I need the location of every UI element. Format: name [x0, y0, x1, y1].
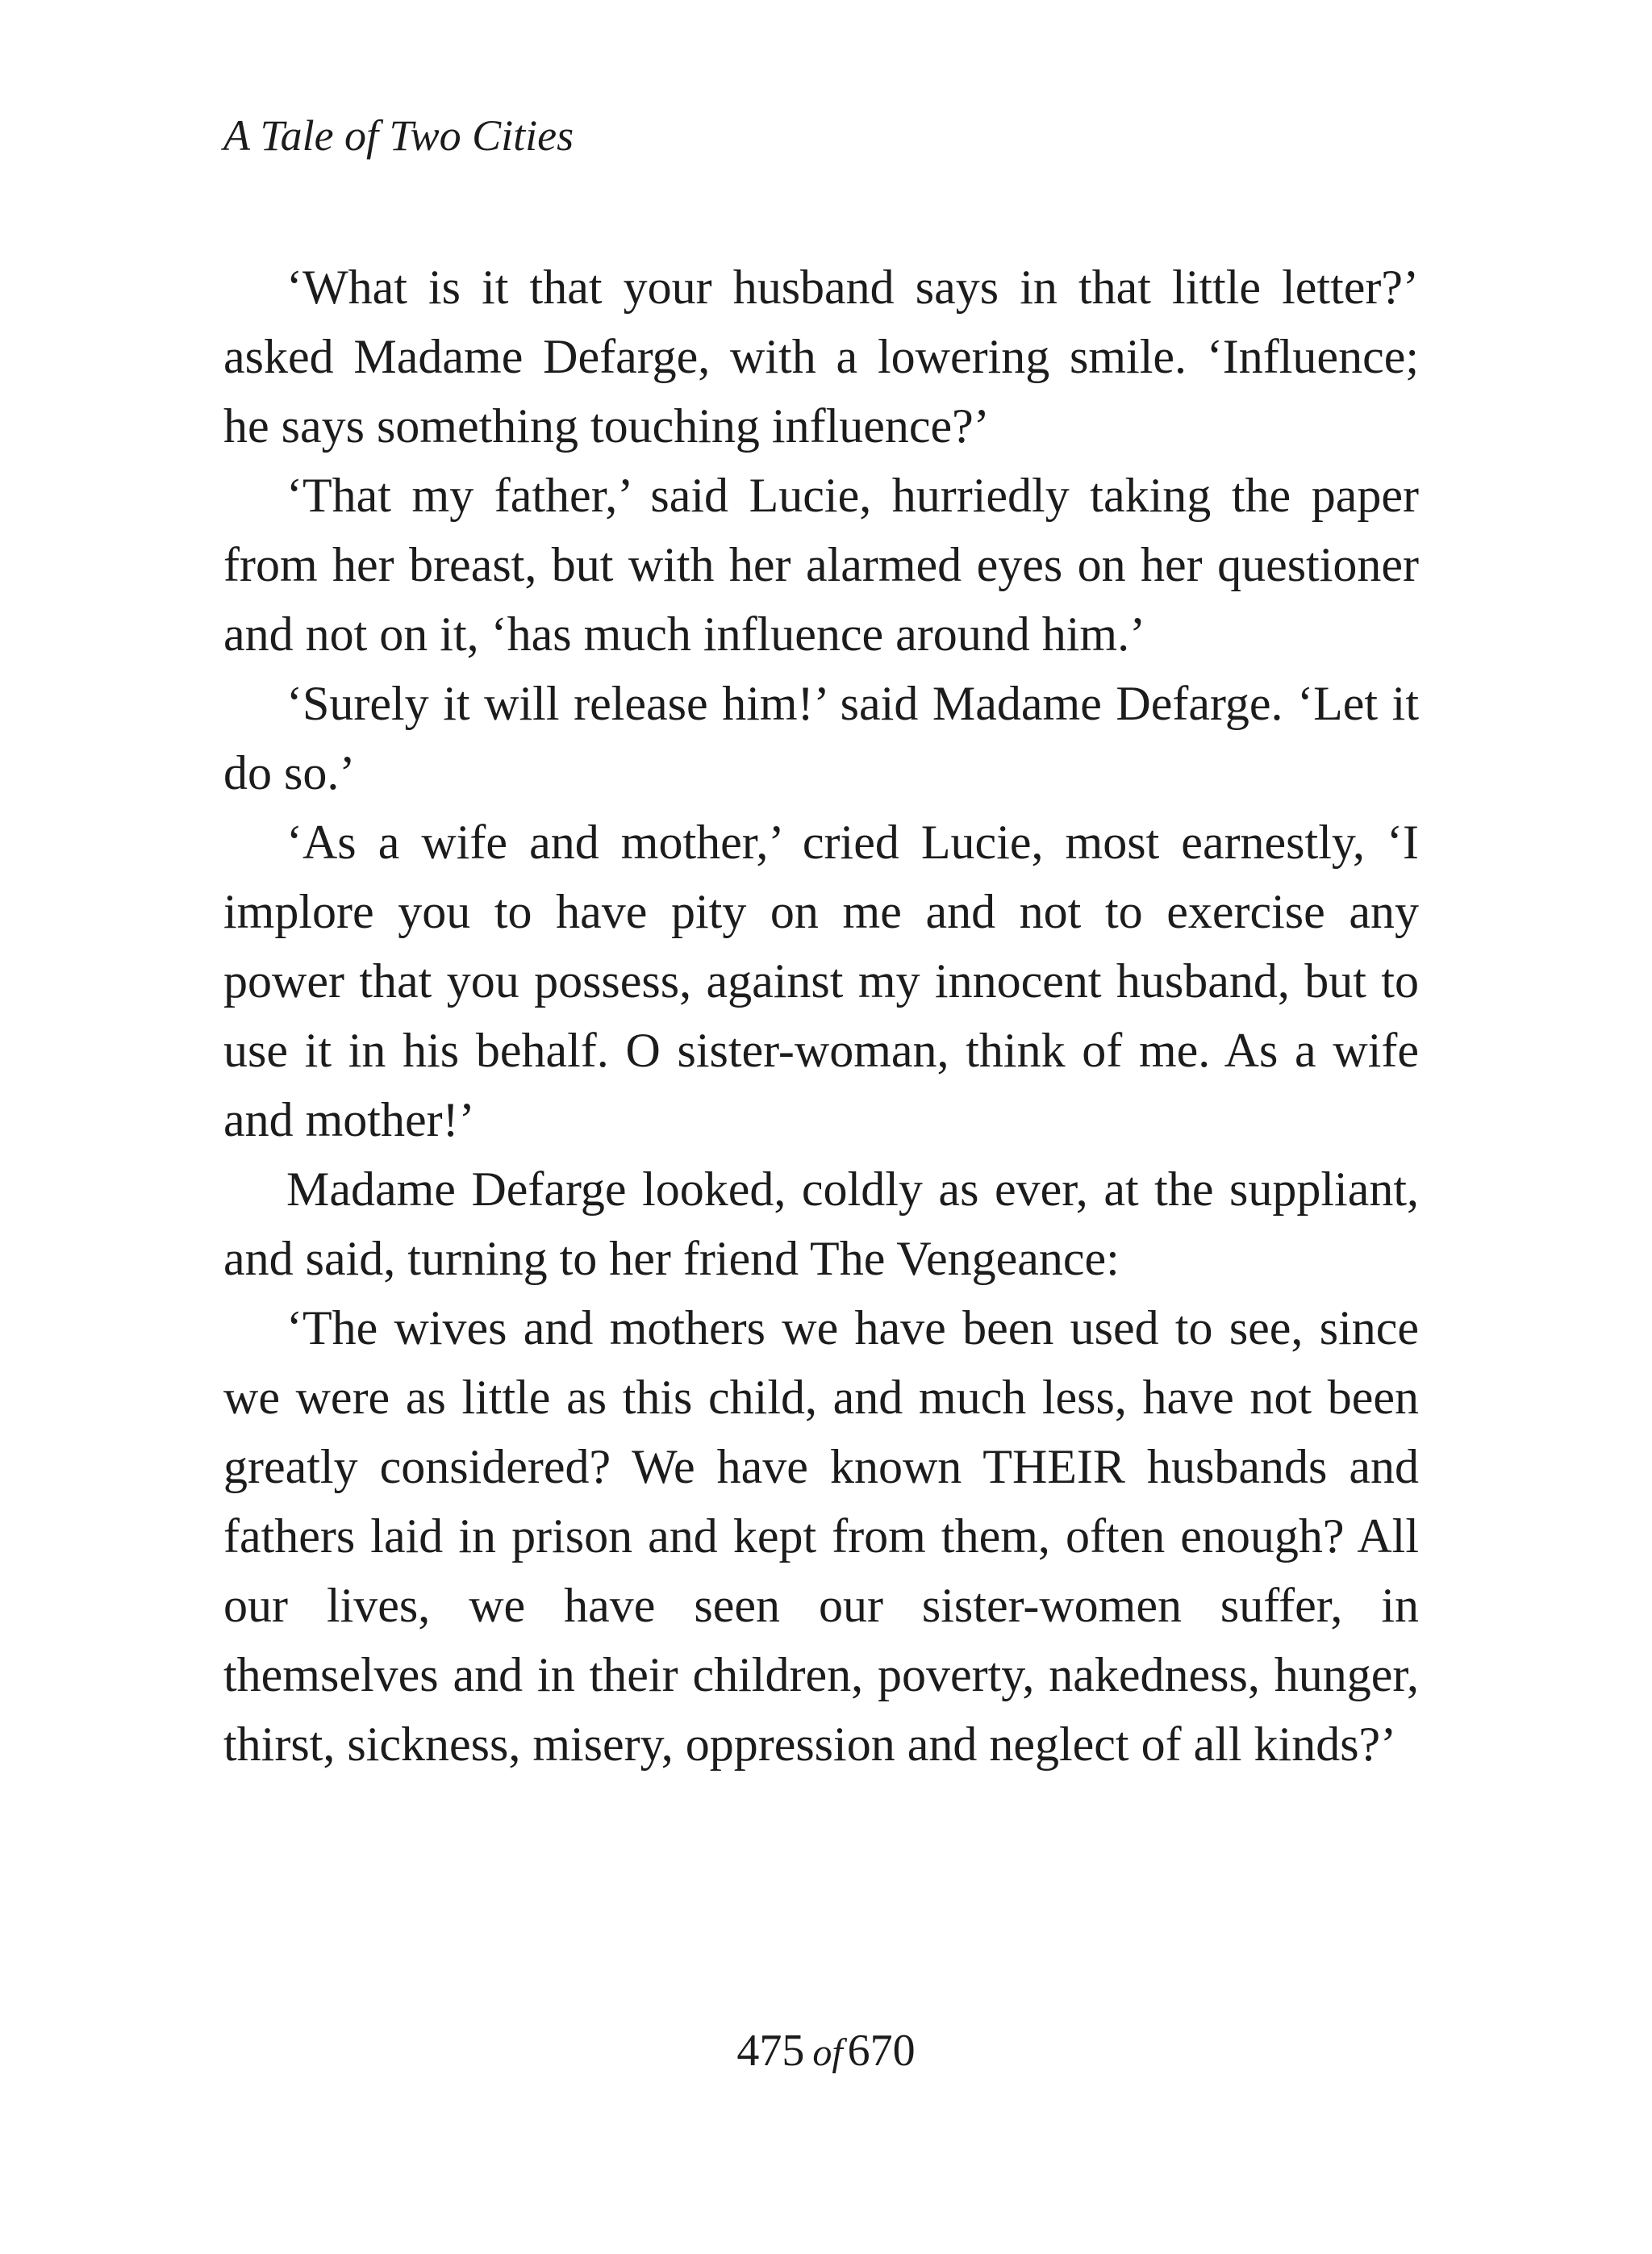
paragraph: ‘That my father,’ said Lucie, hurriedly taking the paper from her breast, but with her alarmed eyes on her questioner and not on it, ‘has much influence around him.’ [223, 469, 1419, 661]
paragraph: ‘The wives and mothers we have been used to see, since we were as little as this child, and much less, have not been greatly considered? We have known THEIR husbands and fathers laid in prison and kept from them, often enough? All our lives, we have seen our sister-women suffer, in themselves and in their children, poverty, nakedness, hunger, thirst, sickness, misery, oppression and neglect of all kinds?’ [223, 1301, 1419, 1771]
current-page-number: 475 [736, 2026, 805, 2076]
page-body-text [223, 253, 1419, 1779]
paragraph: ‘What is it that your husband says in that little letter?’ asked Madame Defarge, with a lowering smile. ‘Influence; he says something touching influence?’ [223, 261, 1419, 453]
paragraph: ‘As a wife and mother,’ cried Lucie, most earnestly, ‘I implore you to have pity on me and not to exercise any power that you possess, against my innocent husband, but to use it in his behalf. O sister-woman, think of me. As a wife and mother!’ [223, 816, 1419, 1146]
running-head-book-title: A Tale of Two Cities [223, 111, 574, 160]
total-pages-number: 670 [847, 2026, 916, 2076]
paragraph: Madame Defarge looked, coldly as ever, at the suppliant, and said, turning to her friend The Vengeance: [223, 1162, 1419, 1285]
page-number-footer [0, 2018, 1652, 2085]
paragraph: ‘Surely it will release him!’ said Madame Defarge. ‘Let it do so.’ [223, 677, 1419, 799]
page-of-label: of [812, 2031, 843, 2074]
